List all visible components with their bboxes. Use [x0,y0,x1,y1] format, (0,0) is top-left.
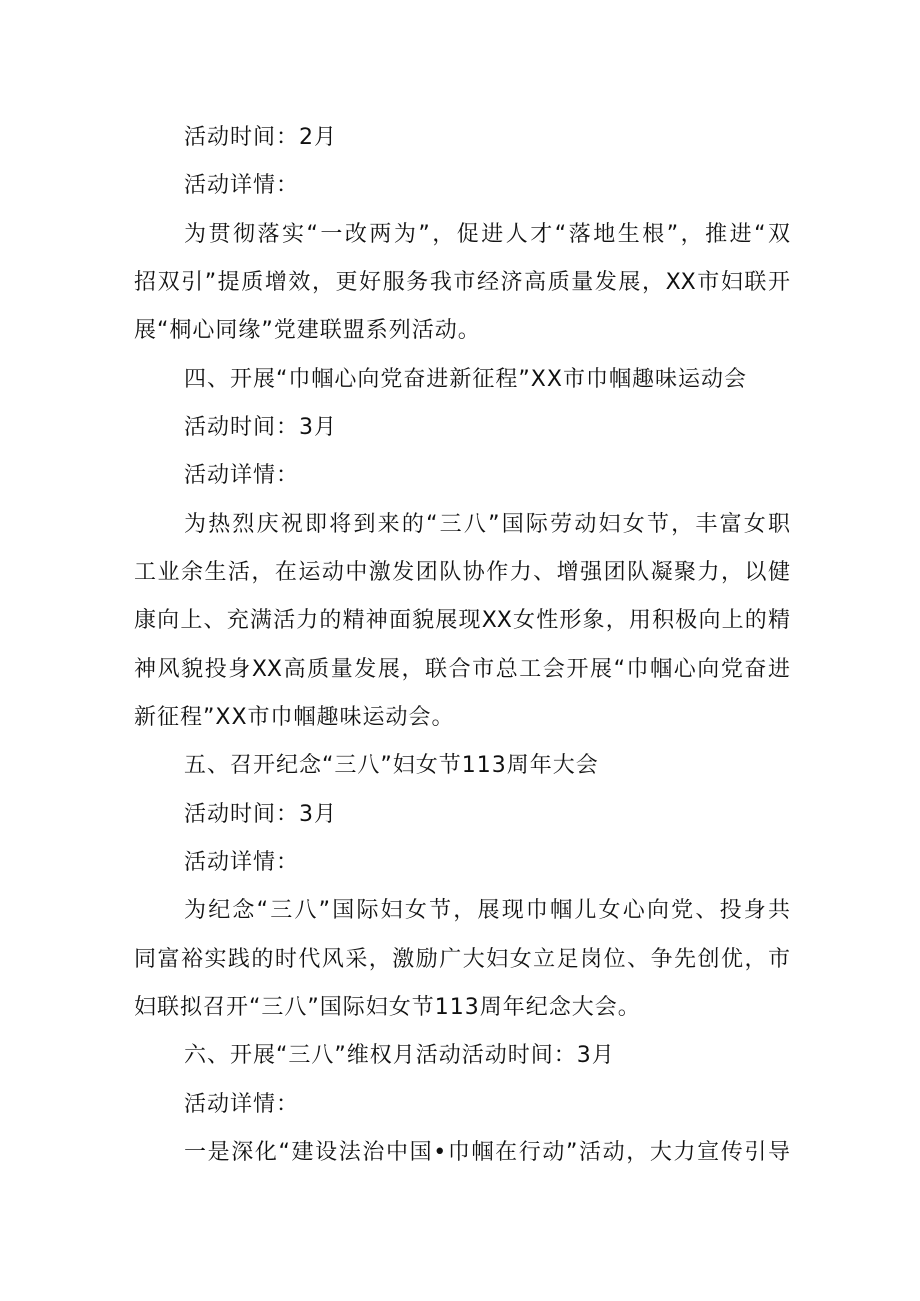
paragraph-line: 为热烈庆祝即将到来的“三八”国际劳动妇女节，丰富女职 [184,512,790,537]
section-heading-5: 五、召开纪念“三八”妇女节113周年大会 [184,753,599,778]
paragraph-line: 为贯彻落实“一改两为”，促进人才“落地生根”，推进“双 [184,222,790,247]
paragraph-line: 新征程”XX市巾帼趣味运动会。 [134,705,455,730]
activity-details-label: 活动详情： [184,1092,300,1117]
activity-details-label: 活动详情： [184,463,300,488]
activity-time-line: 活动时间：2月 [184,125,337,150]
paragraph-line: 一是深化“建设法治中国•巾帼在行动”活动，大力宣传引导 [184,1140,790,1165]
paragraph-line: 为纪念“三八”国际妇女节，展现巾帼儿女心向党、投身共 [184,898,790,923]
paragraph-line: 康向上、充满活力的精神面貌展现XX女性形象，用积极向上的精 [134,608,790,633]
paragraph-line: 神风貌投身XX高质量发展，联合市总工会开展“巾帼心向党奋进 [134,657,790,682]
activity-time-line: 活动时间：3月 [184,802,337,827]
activity-details-label: 活动详情： [184,173,300,198]
paragraph-line: 妇联拟召开“三八”国际妇女节113周年纪念大会。 [134,995,641,1020]
activity-details-label: 活动详情： [184,850,300,875]
paragraph-line: 同富裕实践的时代风采，激励广大妇女立足岗位、争先创优，市 [134,947,790,972]
paragraph-line: 招双引”提质增效，更好服务我市经济高质量发展，XX市妇联开 [134,270,790,295]
section-heading-6: 六、开展“三八”维权月活动活动时间：3月 [184,1043,615,1068]
activity-time-line: 活动时间：3月 [184,415,337,440]
paragraph-line: 工业余生活，在运动中激发团队协作力、增强团队凝聚力，以健 [134,560,790,585]
section-heading-4: 四、开展“巾帼心向党奋进新征程”XX市巾帼趣味运动会 [184,367,747,392]
paragraph-line: 展“桐心同缘”党建联盟系列活动。 [134,318,481,343]
